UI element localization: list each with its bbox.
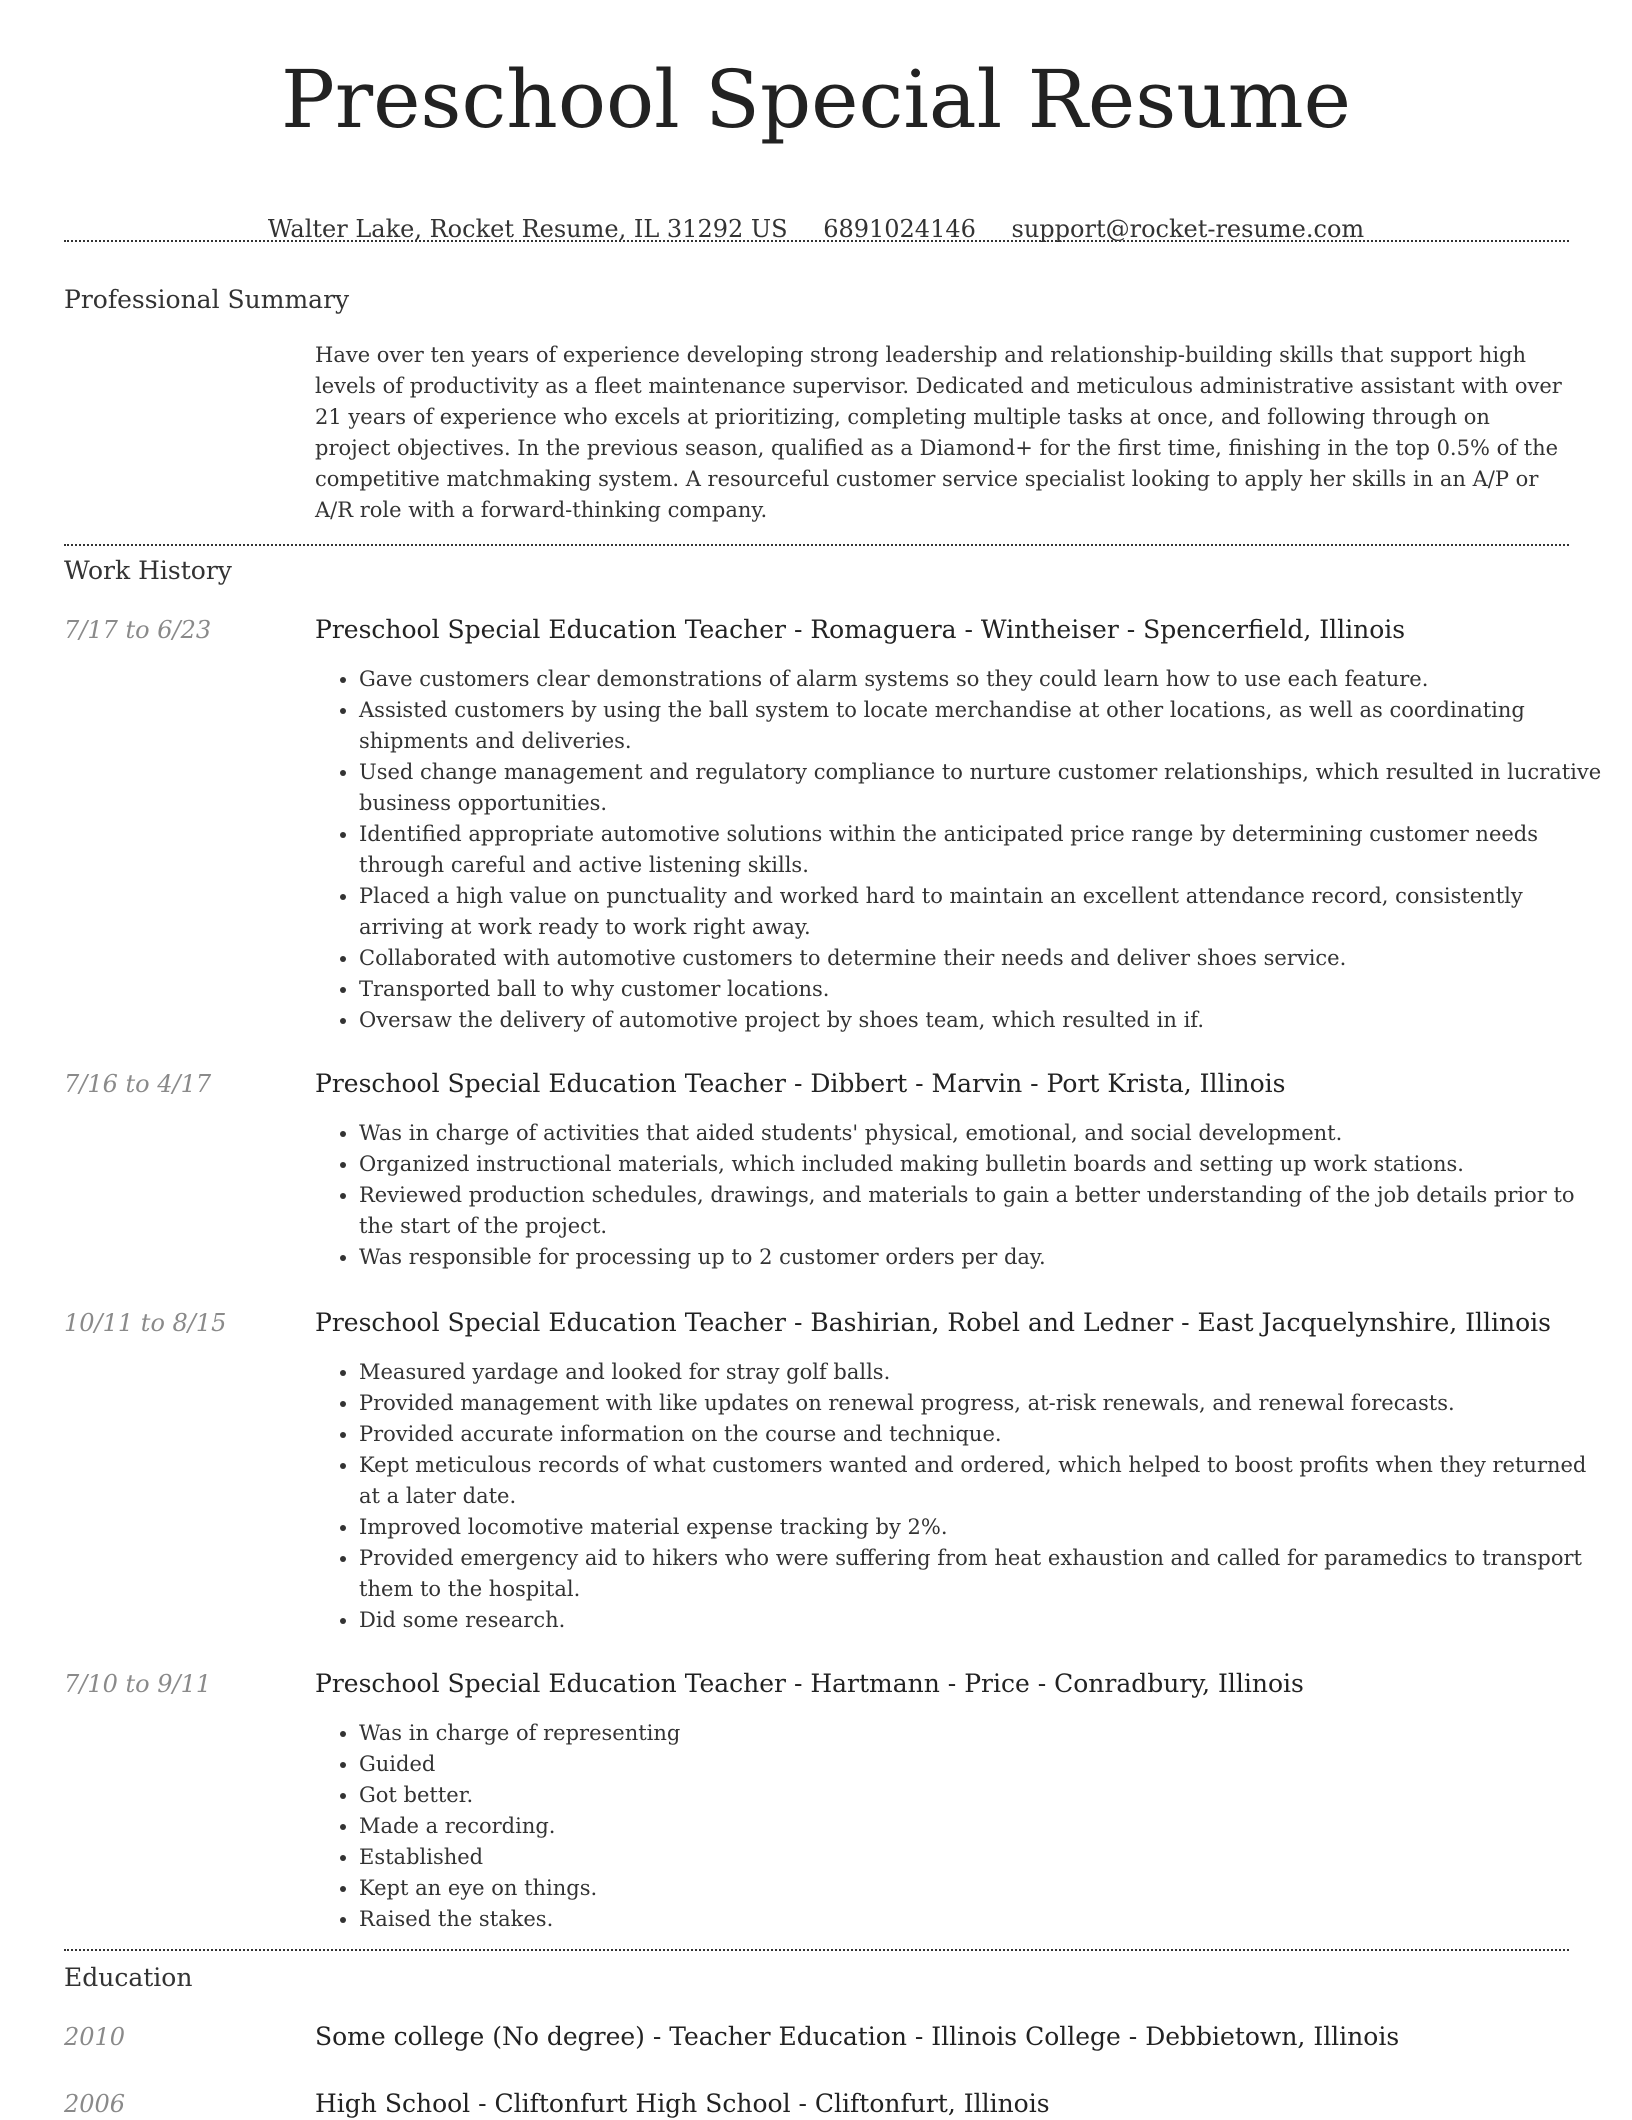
education-title: High School - Cliftonfurt High School - Cliftonfurt, Illinois: [315, 2089, 1050, 2118]
summary-text: Have over ten years of experience developing strong leadership and relationship-building skills that support high levels of productivity as a fleet maintenance supervisor. Dedicated and meticulous administrative assistant with over 21 years of experience who excels at prioritizing, completing multiple tasks at once, and following through on project objectives. In the previous season, qualified as a Diamond+ for the first time, finishing in the top 0.5% of the competitive matchmaking system. A resourceful customer service specialist looking to apply her skills in an A/P or A/R role with a forward-thinking company.: [315, 343, 1562, 522]
job-bullet: • Was in charge of representing: [359, 1718, 1613, 1749]
job-bullets: [315, 664, 1613, 1036]
job-bullet: • Established: [359, 1842, 1613, 1873]
job-bullets: [315, 1357, 1613, 1636]
job-bullet: • Placed a high value on punctuality and worked hard to maintain an excellent attendance record, consistently arriving at work ready to work right away.: [359, 881, 1613, 943]
education-year: 2010: [64, 2023, 126, 2051]
job-bullet: • Provided accurate information on the course and technique.: [359, 1419, 1613, 1450]
job-title: Preschool Special Education Teacher - Romaguera - Wintheiser - Spencerfield, Illinois: [315, 615, 1406, 644]
contact-address: Walter Lake, Rocket Resume, IL 31292 US: [267, 215, 788, 243]
divider: [64, 240, 1569, 242]
job-bullet: • Provided emergency aid to hikers who were suffering from heat exhaustion and called for paramedics to transport them to the hospital.: [359, 1543, 1613, 1605]
job-bullet: • Was responsible for processing up to 2 customer orders per day.: [359, 1242, 1613, 1273]
job-bullet: • Oversaw the delivery of automotive project by shoes team, which resulted in if.: [359, 1005, 1613, 1036]
job-bullet: • Gave customers clear demonstrations of alarm systems so they could learn how to use each feature.: [359, 664, 1613, 695]
job-bullet: • Did some research.: [359, 1605, 1613, 1636]
job-bullet: • Kept meticulous records of what customers wanted and ordered, which helped to boost profits when they returned at a later date.: [359, 1450, 1613, 1512]
divider: [64, 1949, 1569, 1951]
job-bullet: • Organized instructional materials, which included making bulletin boards and setting up work stations.: [359, 1149, 1613, 1180]
job-bullet: • Guided: [359, 1749, 1613, 1780]
job-bullet: • Provided management with like updates on renewal progress, at-risk renewals, and renewal forecasts.: [359, 1388, 1613, 1419]
job-bullets: [315, 1118, 1613, 1273]
resume-title: Preschool Special Resume: [281, 53, 1351, 146]
job-bullet: • Got better.: [359, 1780, 1613, 1811]
job-bullet: • Improved locomotive material expense tracking by 2%.: [359, 1512, 1613, 1543]
job-bullet: • Reviewed production schedules, drawings, and materials to gain a better understanding of the job details prior to the start of the project.: [359, 1180, 1613, 1242]
education-year: 2006: [64, 2090, 126, 2118]
job-dates: 7/17 to 6/23: [64, 616, 212, 644]
job-bullet: • Identified appropriate automotive solutions within the anticipated price range by determining customer needs through careful and active listening skills.: [359, 819, 1613, 881]
job-title: Preschool Special Education Teacher - Bashirian, Robel and Ledner - East Jacquelynshire, Illinois: [315, 1308, 1551, 1337]
section-heading-work: Work History: [64, 556, 232, 585]
section-heading-summary: Professional Summary: [64, 285, 350, 314]
job-bullet: • Kept an eye on things.: [359, 1873, 1613, 1904]
job-title: Preschool Special Education Teacher - Hartmann - Price - Conradbury, Illinois: [315, 1669, 1304, 1698]
section-heading-education: Education: [64, 1963, 193, 1992]
contact-phone: 6891024146: [823, 215, 976, 243]
job-bullet: • Raised the stakes.: [359, 1904, 1613, 1935]
job-bullet: • Was in charge of activities that aided students' physical, emotional, and social development.: [359, 1118, 1613, 1149]
job-bullet: • Made a recording.: [359, 1811, 1613, 1842]
job-dates: 7/10 to 9/11: [64, 1670, 212, 1698]
job-bullet: • Used change management and regulatory compliance to nurture customer relationships, which resulted in lucrative business opportunities.: [359, 757, 1613, 819]
job-bullet: • Collaborated with automotive customers to determine their needs and deliver shoes service.: [359, 943, 1613, 974]
job-title: Preschool Special Education Teacher - Dibbert - Marvin - Port Krista, Illinois: [315, 1069, 1286, 1098]
job-bullets: [315, 1718, 1613, 1935]
job-dates: 10/11 to 8/15: [64, 1309, 227, 1337]
job-bullet: • Transported ball to why customer locations.: [359, 974, 1613, 1005]
job-bullet: • Assisted customers by using the ball system to locate merchandise at other locations, as well as coordinating shipments and deliveries.: [359, 695, 1613, 757]
education-title: Some college (No degree) - Teacher Education - Illinois College - Debbietown, Illinois: [315, 2022, 1400, 2051]
contact-email: support@rocket-resume.com: [1011, 215, 1365, 243]
divider: [64, 544, 1569, 546]
job-bullet: • Measured yardage and looked for stray golf balls.: [359, 1357, 1613, 1388]
job-dates: 7/16 to 4/17: [64, 1070, 212, 1098]
